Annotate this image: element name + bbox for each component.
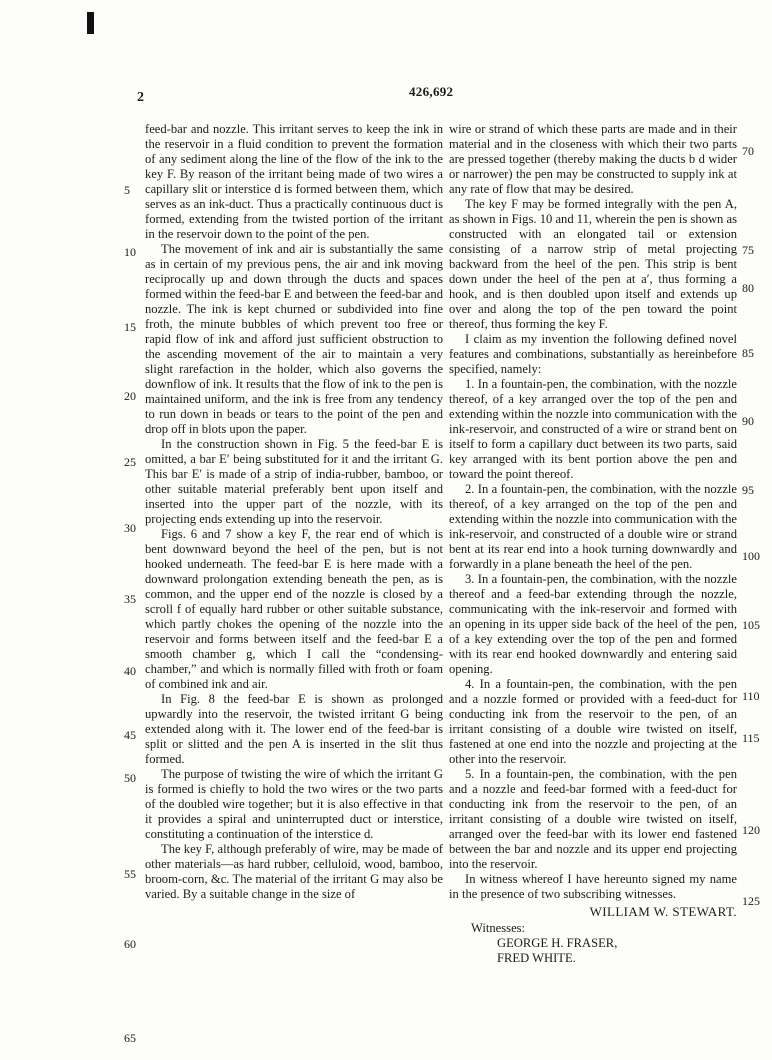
- line-number: 60: [124, 937, 136, 951]
- scan-mark: [87, 12, 94, 34]
- paragraph: 1. In a fountain-pen, the combination, with the nozzle thereof, of a key arranged over the top of the pen and extending within the nozzle into communication with the ink-reservoir, and constructed of a wire or strand bent on itself to form a capillary duct between its two parts, said key arranged with its bent portion above the pen and toward the point thereof.: [449, 377, 737, 481]
- paragraph: 2. In a fountain-pen, the combination, with the nozzle thereof, of a key arranged on the top of the pen and extending within the nozzle into communication with the ink-reservoir, and constructed of a double wire or strand bent at its rear end into a hook turning downwardly and forwardly in a plane beneath the heel of the pen.: [449, 482, 737, 571]
- paragraph: In the construction shown in Fig. 5 the feed-bar E is omitted, a bar E′ being substituted for it and the irritant G. This bar E′ is made of a strip of india-rubber, bamboo, or other suitable material preferably bent upon itself and inserted into the upper part of the nozzle, with its projecting ends extending up into the reservoir.: [145, 437, 443, 526]
- paragraph: The key F, although preferably of wire, may be made of other materials—as hard rubber, celluloid, wood, bamboo, broom-corn, &c. The material of the irritant G may also be varied. By a suitable change in the size of: [145, 842, 443, 901]
- line-number: 100: [742, 549, 760, 563]
- line-number: 85: [742, 346, 754, 360]
- line-number: 5: [124, 183, 130, 197]
- line-number: 65: [124, 1031, 136, 1045]
- line-number: 35: [124, 592, 136, 606]
- witness-name: GEORGE H. FRASER,: [497, 936, 618, 950]
- line-number: 80: [742, 281, 754, 295]
- paragraph: wire or strand of which these parts are made and in their material and in the closeness with which their two parts are pressed together (thereby making the ducts b d wider or narrower) the pen may be constructed to supply ink at any rate of flow that may be desired.: [449, 122, 737, 196]
- paragraph: The key F may be formed integrally with the pen A, as shown in Figs. 10 and 11, wherein the pen is shown as constructed with an elongated tail or extension consisting of a narrow strip of metal projecting backward from the heel of the pen. This strip is bent down under the heel of the pen at a′, thus forming a hook, and is then doubled upon itself and extends up over and along the top of the pen toward the point thereof, thus forming the key F.: [449, 197, 737, 331]
- witness-name: FRED WHITE.: [497, 951, 576, 965]
- line-number: 15: [124, 320, 136, 334]
- line-number: 20: [124, 389, 136, 403]
- line-number: 40: [124, 664, 136, 678]
- signature: WILLIAM W. STEWART.: [589, 904, 737, 919]
- line-number: 75: [742, 243, 754, 257]
- paragraph: I claim as my invention the following defined novel features and combinations, substantially as hereinbefore specified, namely:: [449, 332, 737, 376]
- line-number: 45: [124, 728, 136, 742]
- page-number: 2: [137, 90, 144, 105]
- paragraph: 4. In a fountain-pen, the combination, with the pen and a nozzle formed or provided with a feed-duct for conducting ink from the reservoir to the pen, of an irritant consisting of a double wire twisted on itself, fastened at one end into the nozzle and projecting at the other into the reservoir.: [449, 677, 737, 766]
- paragraph: Figs. 6 and 7 show a key F, the rear end of which is bent downward beyond the heel of the pen, but is not hooked underneath. The feed-bar E is here made with a downward prolongation extending beneath the pen, as is common, and the upper end of the nozzle is closed by a scroll f of equally hard rubber or other suitable substance, which partly chokes the opening of the nozzle into the reservoir and forms between itself and the feed-bar E a smooth chamber g, which I call the “condensing-chamber,” and which is normally filled with froth or foam of combined ink and air.: [145, 527, 443, 691]
- line-number: 115: [742, 731, 760, 745]
- line-number: 10: [124, 245, 136, 259]
- paragraph: The movement of ink and air is substantially the same as in certain of my previous pens, the air and ink moving reciprocally up and down through the ducts and spaces formed within the feed-bar E and between the feed-bar and nozzle. The ink is kept churned or subdivided into fine froth, the minute bubbles of which prevent too free or rapid flow of ink and afford just sufficient obstruction to the ascending movement of the air to maintain a very slight rarefaction in the holder, which also governs the downflow of ink. It results that the flow of ink to the pen is maintained uniform, and the ink is free from any tendency to run down in beads or tears to the point of the pen and drop off in blots upon the paper.: [145, 242, 444, 436]
- paragraph: 5. In a fountain-pen, the combination, with the pen and a nozzle and feed-bar formed with a feed-duct for conducting ink from the reservoir to the pen, of an irritant consisting of a double wire twisted on itself, arranged over the feed-bar with its lower end fastened between the bar and nozzle and its upper end projecting into the reservoir.: [449, 767, 737, 871]
- witnesses-label: Witnesses:: [471, 921, 526, 935]
- line-number: 50: [124, 771, 136, 785]
- line-number: 125: [742, 894, 760, 908]
- line-number: 55: [124, 867, 136, 881]
- patent-number: 426,692: [409, 84, 454, 99]
- line-number: 70: [742, 144, 754, 158]
- right-column: [449, 122, 737, 966]
- line-number: 120: [742, 823, 760, 837]
- line-number: 105: [742, 618, 760, 632]
- right-paragraphs: [449, 122, 737, 902]
- paragraph: 3. In a fountain-pen, the combination, with the nozzle thereof and a feed-bar extending through the nozzle, communicating with the ink-reservoir and formed with an opening in its upper side back of the heel of the pen, of a key extending over the top of the pen and formed with its rear end hooked downwardly and entering said opening.: [449, 572, 737, 676]
- paragraph: The purpose of twisting the wire of which the irritant G is formed is chiefly to hold the two wires or the two parts of the doubled wire together; but it is also effective in that it provides a spiral and uninterrupted duct or interstice, constituting a continuation of the interstice d.: [145, 767, 443, 841]
- paragraph: feed-bar and nozzle. This irritant serves to keep the ink in the reservoir in a fluid condition to prevent the formation of any sediment along the line of the flow of the ink to the key F. By reason of the irritant being made of two wires a capillary slit or interstice d is formed between them, which serves as an ink-duct. Thus a practically continuous duct is formed, extending from the twisted portion of the irritant in the reservoir down to the point of the pen.: [145, 122, 443, 241]
- line-number: 95: [742, 483, 754, 497]
- line-number: 110: [742, 689, 760, 703]
- paragraph: In witness whereof I have hereunto signed my name in the presence of two subscribing witnesses.: [449, 872, 737, 901]
- line-number: 30: [124, 521, 136, 535]
- left-column: [145, 122, 443, 902]
- paragraph: In Fig. 8 the feed-bar E is shown as prolonged upwardly into the reservoir, the twisted irritant G being extended along with it. The lower end of the feed-bar is split or slitted and the pen A is inserted in the slit thus formed.: [145, 692, 443, 766]
- line-number: 90: [742, 414, 754, 428]
- line-number: 25: [124, 455, 136, 469]
